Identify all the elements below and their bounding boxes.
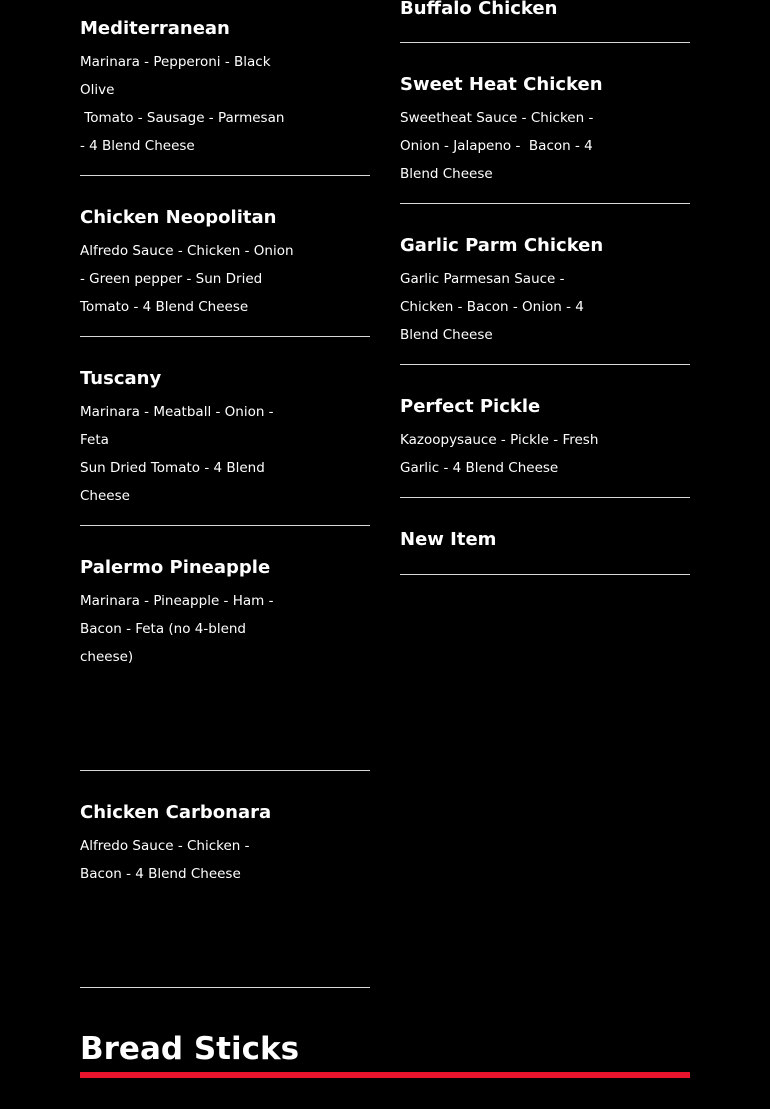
- menu-item-description: [80, 237, 315, 321]
- description-line: Bacon - 4 Blend Cheese: [80, 866, 241, 882]
- item-divider: [80, 336, 370, 337]
- description-line: Marinara - Pepperoni - Black: [80, 54, 271, 70]
- description-line: Marinara - Pineapple - Ham -: [80, 593, 274, 609]
- item-divider: [80, 770, 370, 771]
- description-line: Marinara - Meatball - Onion -: [80, 404, 274, 420]
- menu-item-title: New Item: [400, 529, 497, 550]
- description-line: Alfredo Sauce - Chicken - Onion: [80, 243, 294, 259]
- menu-item-description: [400, 104, 635, 188]
- item-divider: [400, 364, 690, 365]
- menu-item-description: [80, 48, 315, 160]
- description-line: Chicken - Bacon - Onion - 4: [400, 299, 584, 315]
- description-line: Kazoopysauce - Pickle - Fresh: [400, 432, 599, 448]
- section-underline: [80, 1072, 690, 1078]
- menu-item-description: [400, 426, 635, 482]
- menu-item-description: [400, 265, 635, 349]
- item-divider: [400, 42, 690, 43]
- menu-item-title: Perfect Pickle: [400, 396, 541, 417]
- description-line: Sweetheat Sauce - Chicken -: [400, 110, 594, 126]
- menu-item-title: Palermo Pineapple: [80, 557, 271, 578]
- section-title-bread-sticks: Bread Sticks: [80, 1031, 300, 1067]
- menu-item-title: Garlic Parm Chicken: [400, 235, 604, 256]
- item-divider: [400, 574, 690, 575]
- description-line: Tomato - Sausage - Parmesan: [80, 110, 285, 126]
- description-line: cheese): [80, 649, 134, 665]
- item-divider: [80, 525, 370, 526]
- menu-item-title: Chicken Carbonara: [80, 802, 272, 823]
- description-line: Sun Dried Tomato - 4 Blend: [80, 460, 265, 476]
- menu-item-title: Chicken Neopolitan: [80, 207, 277, 228]
- item-divider: [80, 175, 370, 176]
- menu-item-description: [80, 587, 315, 671]
- description-line: Blend Cheese: [400, 166, 493, 182]
- description-line: - Green pepper - Sun Dried: [80, 271, 263, 287]
- description-line: Tomato - 4 Blend Cheese: [80, 299, 249, 315]
- menu-item-title: Tuscany: [80, 368, 162, 389]
- description-line: Bacon - Feta (no 4-blend: [80, 621, 247, 637]
- description-line: - 4 Blend Cheese: [80, 138, 195, 154]
- item-divider: [80, 987, 370, 988]
- description-line: Garlic Parmesan Sauce -: [400, 271, 565, 287]
- menu-item-description: [80, 398, 315, 510]
- description-line: Blend Cheese: [400, 327, 493, 343]
- description-line: Alfredo Sauce - Chicken -: [80, 838, 250, 854]
- item-divider: [400, 203, 690, 204]
- menu-item-title: Sweet Heat Chicken: [400, 74, 603, 95]
- description-line: Garlic - 4 Blend Cheese: [400, 460, 559, 476]
- item-divider: [400, 497, 690, 498]
- description-line: Olive: [80, 82, 115, 98]
- menu-item-title: Mediterranean: [80, 18, 230, 39]
- menu-item-title: Buffalo Chicken: [400, 0, 558, 19]
- menu-item-description: [80, 832, 315, 888]
- description-line: Onion - Jalapeno - Bacon - 4: [400, 138, 593, 154]
- description-line: Feta: [80, 432, 109, 448]
- description-line: Cheese: [80, 488, 130, 504]
